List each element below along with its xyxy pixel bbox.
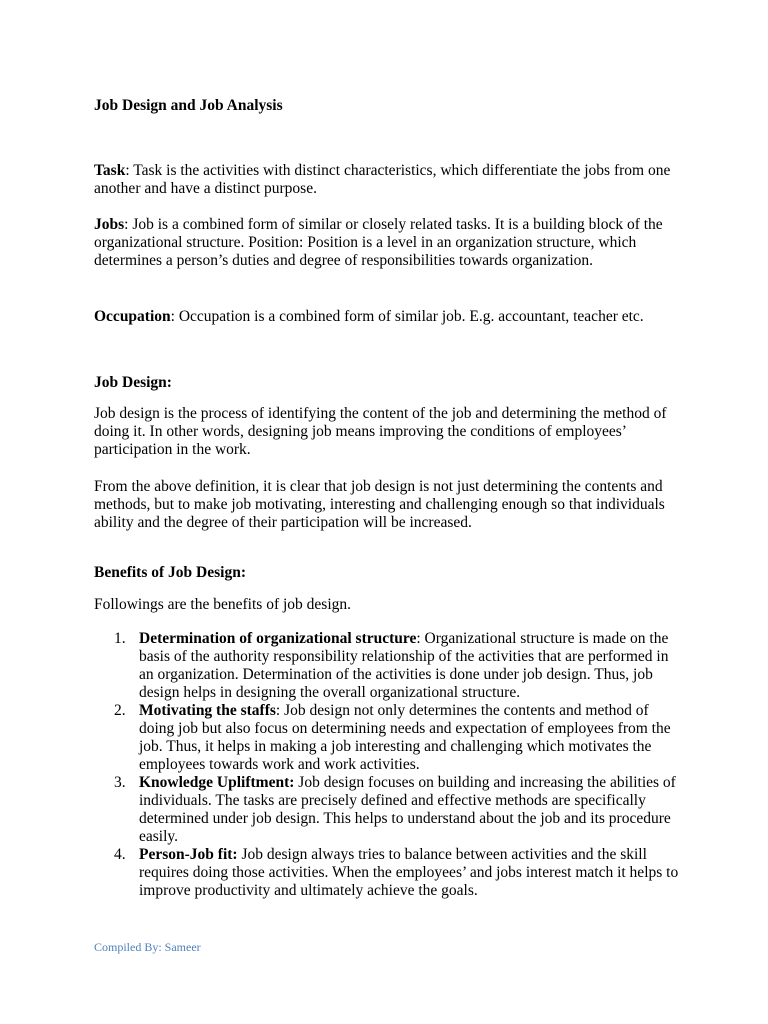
document-title: Job Design and Job Analysis (94, 97, 283, 114)
jobs-paragraph (94, 216, 684, 270)
list-item-text: : Organizational structure is made on the basis of the authority responsibility relationship of the activities that are performed in an organization. Determination of the activities is done under job design. Thus, job design helps in designing the overall organizational structure. (139, 630, 669, 701)
job-design-heading: Job Design: (94, 374, 172, 391)
list-item-number: 1. (114, 630, 126, 647)
list-item-term: Person-Job fit: (139, 846, 238, 863)
list-item (94, 774, 684, 846)
job-design-paragraph-1: Job design is the process of identifying the content of the job and determining the method of doing it. In other words, designing job means improving the conditions of employees’ participation in the work. (94, 405, 667, 458)
list-item-number: 2. (114, 702, 126, 719)
list-item-text: Job design always tries to balance between activities and the skill requires doing those activities. When the employees’ and jobs interest match it helps to improve productivity and ultimately achieve the goals. (139, 846, 679, 899)
occupation-paragraph (94, 308, 684, 326)
benefits-list (94, 630, 684, 900)
benefits-heading: Benefits of Job Design: (94, 564, 246, 581)
benefits-intro: Followings are the benefits of job design. (94, 596, 351, 613)
job-design-paragraph-2: From the above definition, it is clear that job design is not just determining the contents and methods, but to make job motivating, interesting and challenging enough so that individuals ability and the degree of their participation will be increased. (94, 478, 665, 531)
list-item-number: 4. (114, 846, 126, 863)
occupation-term: Occupation (94, 308, 171, 325)
task-paragraph (94, 162, 684, 198)
list-item-term: Motivating the staffs (139, 702, 276, 719)
jobs-term: Jobs (94, 216, 125, 233)
occupation-text: : Occupation is a combined form of similar job. E.g. accountant, teacher etc. (170, 308, 644, 325)
task-term: Task (94, 162, 126, 179)
list-item (94, 846, 684, 900)
list-item-text: : Job design not only determines the contents and method of doing job but also focus on determining needs and expectation of employees from the job. Thus, it helps in making a job interesting and challenging which motivates the employees towards work and work activities. (139, 702, 671, 773)
list-item (94, 630, 684, 702)
list-item (94, 702, 684, 774)
jobs-text: : Job is a combined form of similar or closely related tasks. It is a building block of the organizational structure. Position: Position is a level in an organization structure, which determines a person’s duties and degree of responsibilities towards organization. (94, 216, 663, 269)
list-item-term: Knowledge Upliftment: (139, 774, 295, 791)
list-item-text: Job design focuses on building and increasing the abilities of individuals. The tasks are precisely defined and effective methods are specifically determined under job design. This helps to understand about the job and its procedure easily. (139, 774, 676, 845)
footer-compiled-by: Compiled By: Sameer (94, 940, 201, 954)
list-item-number: 3. (114, 774, 126, 791)
list-item-term: Determination of organizational structure (139, 630, 417, 647)
task-text: : Task is the activities with distinct characteristics, which differentiate the jobs from one another and have a distinct purpose. (94, 162, 671, 197)
